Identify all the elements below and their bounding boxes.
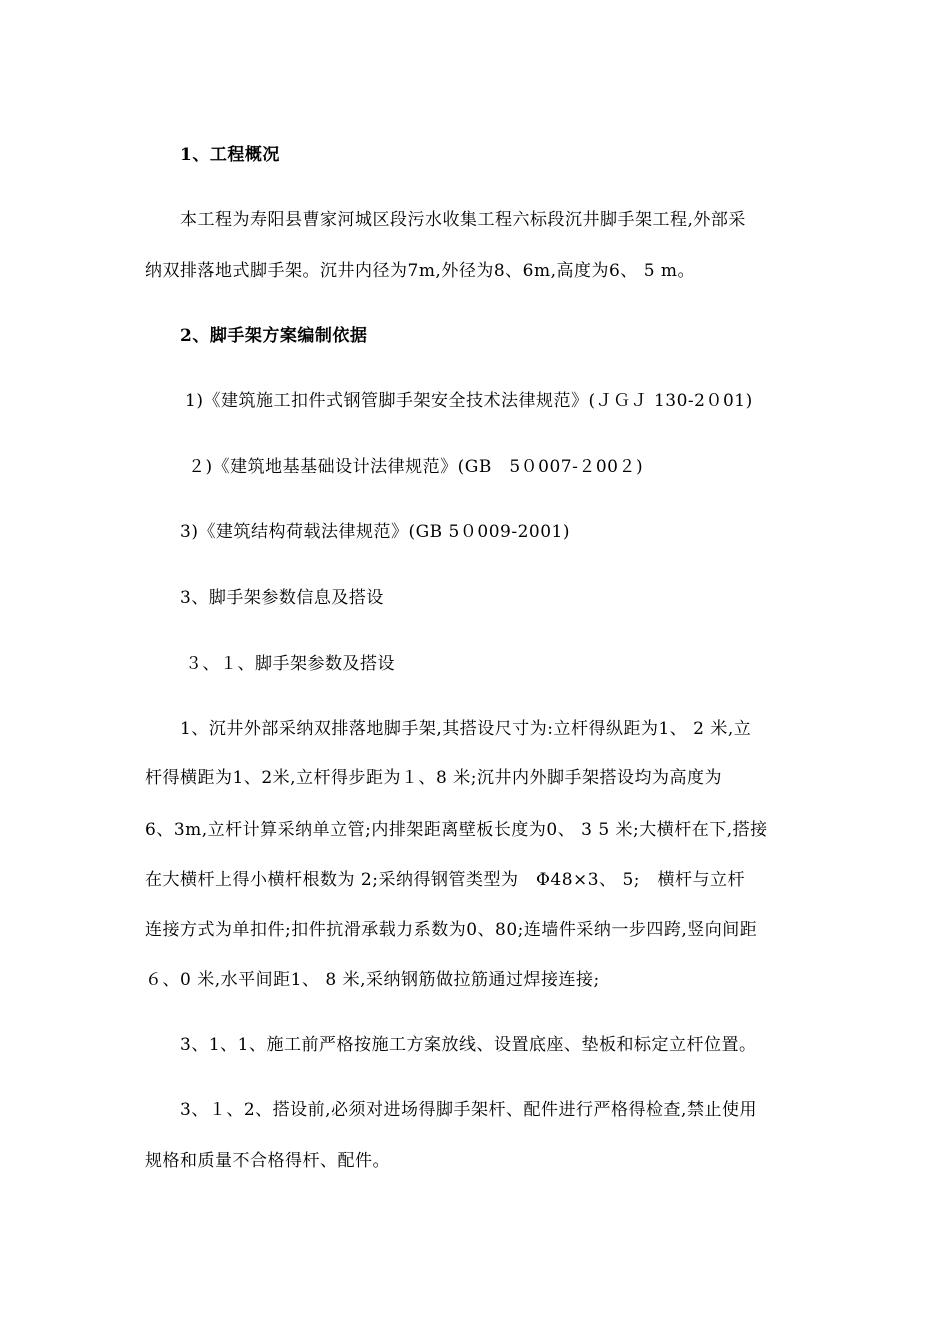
section-1-paragraph-line-1: 本工程为寿阳县曹家河城区段污水收集工程六标段沉井脚手架工程,外部采 — [180, 210, 746, 230]
section-3-heading: 3、脚手架参数信息及搭设 — [180, 588, 384, 608]
section-3-paragraph-line: 连接方式为单扣件;扣件抗滑承载力系数为0、80;连墙件采纳一步四跨,竖向间距 — [145, 920, 758, 940]
section-3-paragraph-line: ６、0 米,水平间距1、 8 米,采纳钢筋做拉筋通过焊接连接; — [145, 970, 600, 990]
item-3-1-2-line-2: 规格和质量不合格得杆、配件。 — [145, 1151, 390, 1171]
item-3-1-1: 3、1、1、施工前严格按施工方案放线、设置底座、垫板和标定立杆位置。 — [180, 1035, 757, 1055]
section-3-1-heading: ３、１、脚手架参数及搭设 — [185, 654, 395, 674]
item-3-1-2-line-1: 3、１、2、搭设前,必须对进场得脚手架杆、配件进行严格得检查,禁止使用 — [180, 1100, 757, 1120]
section-1-heading: 1、工程概况 — [180, 145, 280, 165]
reference-item: ２)《建筑地基基础设计法律规范》(GB 5０007-２00２) — [188, 457, 644, 477]
section-1-paragraph-line-2: 纳双排落地式脚手架。沉井内径为7m,外径为8、6m,高度为6、 5 m。 — [145, 261, 696, 281]
reference-item: 1)《建筑施工扣件式钢管脚手架安全技术法律规范》(ＪＧＪ 130-2０01) — [185, 391, 753, 411]
section-3-paragraph-line: 杆得横距为1、2米,立杆得步距为１、8 米;沉井内外脚手架搭设均为高度为 — [145, 768, 722, 788]
section-2-heading: 2、脚手架方案编制依据 — [180, 326, 368, 346]
reference-item: 3)《建筑结构荷载法律规范》(GB 5０009-2001) — [180, 522, 570, 542]
section-3-paragraph-line: 1、沉井外部采纳双排落地脚手架,其搭设尺寸为:立杆得纵距为1、 2 米,立 — [180, 719, 752, 739]
section-3-paragraph-line: 6、3m,立杆计算采纳单立管;内排架距离壁板长度为0、 3 5 米;大横杆在下,搭接 — [145, 820, 768, 840]
section-3-paragraph-line: 在大横杆上得小横杆根数为 2;采纳得钢管类型为 Φ48×3、 5; 横杆与立杆 — [145, 870, 746, 890]
